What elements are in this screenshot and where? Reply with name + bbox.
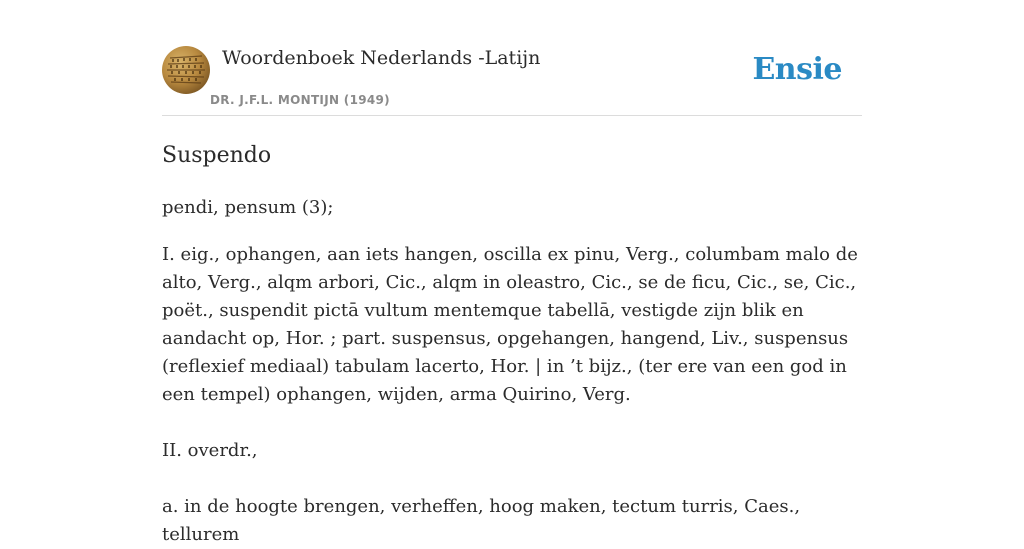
entry-forms: pendi, pensum (3); [162, 197, 334, 218]
page [162, 0, 862, 549]
paragraph-spacer [162, 465, 862, 493]
entry-definition-figurative-heading: II. overdr., [162, 440, 258, 461]
entry-headword: Suspendo [162, 143, 272, 168]
dictionary-title[interactable]: Woordenboek Nederlands -Latijn [222, 47, 541, 69]
entry-body [162, 194, 862, 549]
dictionary-header [162, 46, 862, 116]
entry-definition-literal: I. eig., ophangen, aan iets hangen, oscilla ex pinu, Verg., columbam malo de alto, Verg., alqm arbori, Cic., alqm in oleastro, Cic., se de ficu, Cic., se, Cic., poët., suspendit pictā vultum mentemque tabellā, vestigde zijn blik en aandacht op, Hor. ; part. suspensus, opgehangen, hangend, Liv., suspensus (reflexief mediaal) tabulam lacerto, Hor. | in ’t bijz., (ter ere van een god in een tempel) ophangen, wijden, arma Quirino, Verg. [162, 244, 858, 405]
dictionary-author: DR. J.F.L. MONTIJN (1949) [210, 93, 390, 107]
entry-definition-figurative-a: a. in de hoogte brengen, verheffen, hoog maken, tectum turris, Caes., tellurem [162, 496, 801, 545]
ensie-logo-link[interactable]: Ensie [752, 52, 842, 87]
paragraph-spacer [162, 409, 862, 437]
latin-inscription-coin-icon[interactable] [162, 46, 210, 94]
